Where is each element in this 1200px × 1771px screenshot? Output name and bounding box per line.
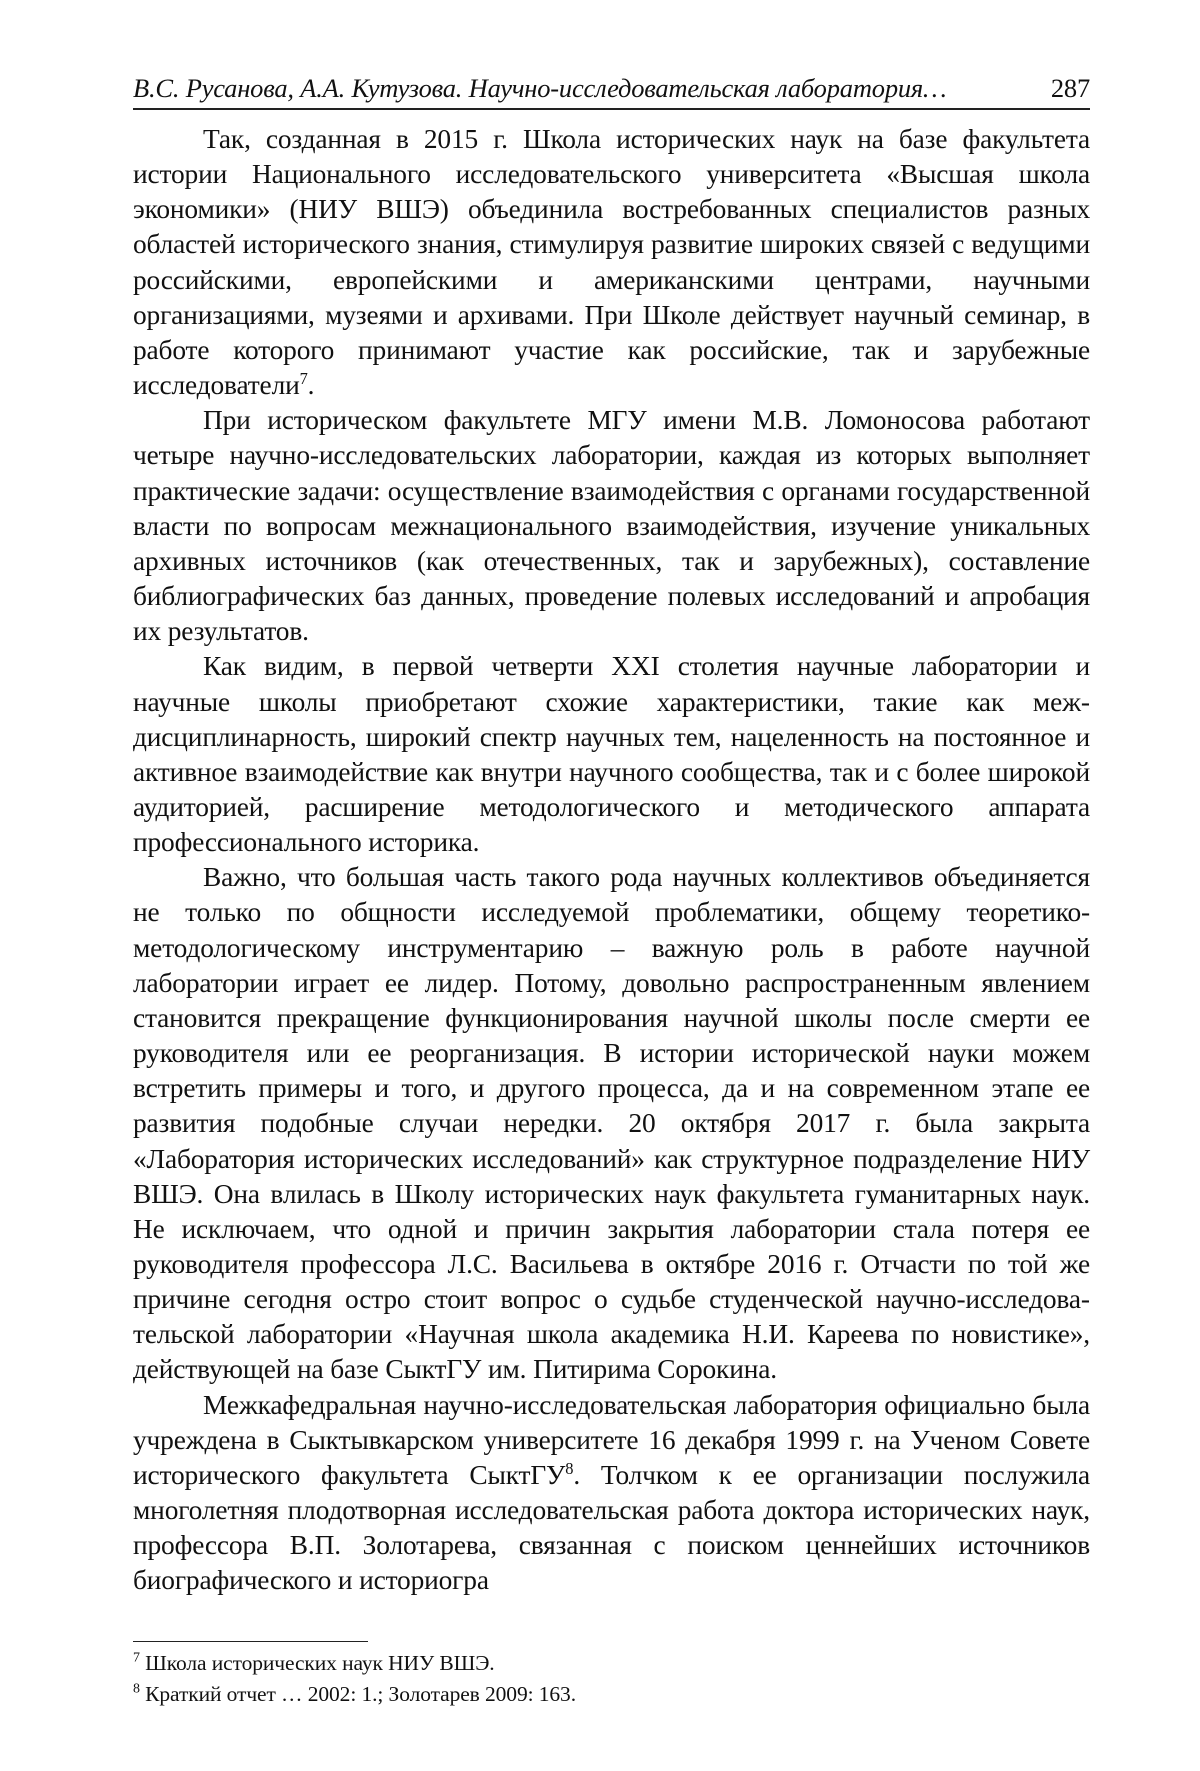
paragraph-1-text: Так, созданная в 2015 г. Школа исторических наук на базе факультета истории Национального исследовательского университета «Высшая школа экономики» (НИУ ВШЭ) объединила востребованных специалистов разных областей исторического знания, стимулируя развитие широких связей с ведущими российскими, европейскими и американскими центрами, научными организациями, музеями и архивами. При Школе действует научный семинар, в работе которого принимают участие как российские, так и зарубежные исследователи — [133, 124, 1090, 401]
paragraph-2: При историческом факультете МГУ имени М.В. Ломоносова работают четыре научно-исследовательских лаборатории, каждая из которых выполняет практические задачи: осуществление взаимодействия с органами государственной власти по вопросам межнационального взаимодействия, изучение уникальных архивных источников (как отечественных, так и зарубежных), составление библиографических баз данных, проведение полевых исследований и апробация их результатов. — [133, 405, 1090, 647]
footnote-text: Краткий отчет … 2002: 1.; Золотарев 2009: 163. — [139, 1682, 576, 1706]
footnote-ref-8[interactable]: 8 — [565, 1459, 574, 1479]
paragraph-5 — [133, 1388, 1090, 1599]
footnotes — [133, 1648, 1090, 1710]
paragraph-3: Как видим, в первой четверти XXI столетия научные лаборатории и научные школы приобретают схожие характеристики, такие как междисциплинарность, широкий спектр научных тем, нацеленность на постоянное и активное взаимодействие как внутри научного сообщества, так и с более широкой аудиторией, расширение методологического и методического аппарата профессионального историка. — [133, 651, 1090, 858]
paragraph-5-text-a: Межкафедральная научно-исследовательская лаборатория официально была учреждена в Сыктывкарском университете 16 декабря 1999 г. на Ученом Совете исторического факультета СыктГУ — [133, 1389, 1090, 1490]
footnote-text: Школа исторических наук НИУ ВШЭ. — [139, 1651, 495, 1675]
page-number: 287 — [1050, 73, 1090, 103]
body-text — [133, 122, 1090, 1599]
paragraph-1 — [133, 122, 1090, 403]
paragraph-1-end: . — [307, 370, 315, 401]
footnote-8 — [133, 1679, 1090, 1710]
running-header — [133, 62, 1090, 110]
running-title: В.С. Русанова, А.А. Кутузова. Научно-исследовательская лаборатория… — [133, 73, 947, 103]
paragraph-4: Важно, что большая часть такого рода научных коллективов объединяется не только по общности исследуемой проблематики, общему теоретико-методологическому инструментарию – важную роль в работе научной лаборатории играет ее лидер. Потому, довольно распространенным явлением становится прекращение функционирования научной школы после смерти ее руководителя или ее реорганизация. В истории исторической науки можем встретить примеры и того, и другого процесса, да и на современном этапе ее развития подобные случаи нередки. 20 октября 2017 г. была закрыта «Лаборатория исторических исследований» как структурное подразделение НИУ ВШЭ. Она влилась в Школу исторических наук факультета гуманитарных наук. Не исключаем, что одной и причин закрытия лаборатории стала потеря ее руководителя профессора Л.С. Васильева в октябре 2016 г. Отчасти по той же причине сегодня остро стоит вопрос о судьбе студенческой научно-исследовательской лаборатории «Научная школа академика Н.И. Кареева по новистике», действующей на базе СыктГУ им. Питирима Сорокина. — [133, 862, 1090, 1385]
paragraph-5-text-b: . Толчком к ее организации послужила многолетняя плодотворная исследовательская работа доктора исторических наук, профессора В.П. Золотарева, связанная с поиском ценнейших источников биографического и историогра — [133, 1459, 1090, 1596]
footnote-divider — [133, 1641, 368, 1642]
footnote-marker: 7 — [133, 1650, 140, 1666]
footnote-ref-7[interactable]: 7 — [299, 369, 308, 389]
footnote-marker: 8 — [133, 1681, 140, 1697]
footnote-7 — [133, 1648, 1090, 1679]
book-page — [133, 0, 1090, 1771]
